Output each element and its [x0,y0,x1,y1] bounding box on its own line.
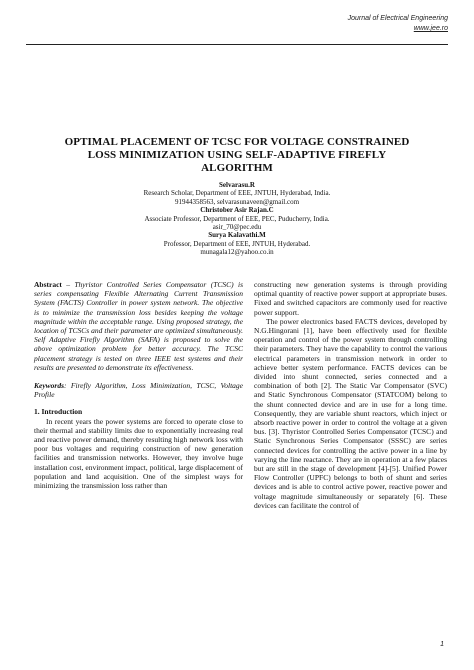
keywords-label: Keywords [34,381,64,391]
body-paragraph: constructing new generation systems is through providing optimal quantity of reactive power support at appropriate buses. Fixed and switched capacitors are commonly used for reactive power support. [254,280,447,317]
journal-name: Journal of Electrical Engineering [347,15,448,22]
abstract-label: Abstract [34,280,62,289]
author-name: Surya Kalavathi.M [208,231,266,240]
author-name: Selvarasu.R [219,181,255,189]
author-name: Christober Asir Rajan.C [200,206,274,215]
right-column [254,280,447,510]
paper-title: OPTIMAL PLACEMENT OF TCSC FOR VOLTAGE CONSTRAINED LOSS MINIMIZATION USING SELF-ADAPTIVE FIREFLY ALGORITHM [64,136,410,174]
abstract-separator: – [61,280,75,289]
keywords-body: : Firefly Algorithm, Loss Minimization, TCSC, Voltage Profile [34,381,243,400]
author-affiliation: Associate Professor, Department of EEE, PEC, Puducherry, India. [144,214,330,223]
journal-header [348,14,448,34]
author-contact: asir_70@pec.edu [212,223,262,232]
author-block [60,181,414,257]
abstract [34,280,243,372]
author-contact: 91944358563, selvarasunaveen@gmail.com [174,197,300,206]
author-affiliation: Professor, Department of EEE, JNTUH, Hyderabad. [163,239,311,248]
abstract-body: Thyristor Controlled Series Compensator (TCSC) is series compensating Flexible Alternating Current Transmission System (FACTS) Controller in power system network. The objective is to minimize the transmission loss besides keeping the voltage magnitude within the acceptable range. Using proposed strategy, the location of TCSCs and their parameter are optimized simultaneously. Self Adaptive Firefly Algorithm (SAFA) is proposed to solve the above optimization problem for better accuracy. The TCSC placement strategy is tested on three IEEE test systems and their results are presented to demonstrate its effectiveness. [34,280,243,372]
section-heading: 1. Introduction [34,407,83,417]
page-number: 1 [440,641,444,648]
header-rule [26,44,448,45]
author-affiliation: Research Scholar, Department of EEE, JNTUH, Hyderabad, India. [143,189,331,198]
journal-url[interactable]: www.jee.ro [413,25,448,32]
keywords [34,381,243,399]
left-column [34,280,243,490]
author-contact: munagala12@yahoo.co.in [200,248,274,257]
intro-paragraph: In recent years the power systems are forced to operate close to their thermal and stability limits due to exponentially increasing real and reactive power demand, thereby resulting high network loss with poor bus voltages and requiring construction of new generation facilities and transmission networks. However, they involve huge installation cost, environment impact, political, large displacement of population and land acquisition. One of the simplest ways for minimizing the transmission loss rather than [34,416,243,491]
body-paragraph: The power electronics based FACTS devices, developed by N.G.Hingorani [1], have been effectively used for flexible operation and control of the power system through controlling their parameters. They have the capability to control the various electrical parameters in transmission network in order to achieve better system performance. FACTS devices can be divided into shunt connected, series connected and a combination of both [2]. The Static Var Compensator (SVC) and Static Synchronous Compensator (STATCOM) belong to the shunt connected device and are in use for a long time. Consequently, they are variable shunt reactors, which inject or absorb reactive power in order to control the voltage at a given bus. [3]. Thyristor Controlled Series Compensator (TCSC) and Static Synchronous Series Compensator (SSSC) are series connected devices for controlling the active power in a line by varying the line reactance. They are in operation at a few places but are still in the stage of development [4]-[5]. Unified Power Flow Controller (UPFC) belongs to both of shunt and series devices and is able to control active power, reactive power and voltage magnitude simultaneously or separately [6]. These devices can facilitate the control of [254,316,447,510]
